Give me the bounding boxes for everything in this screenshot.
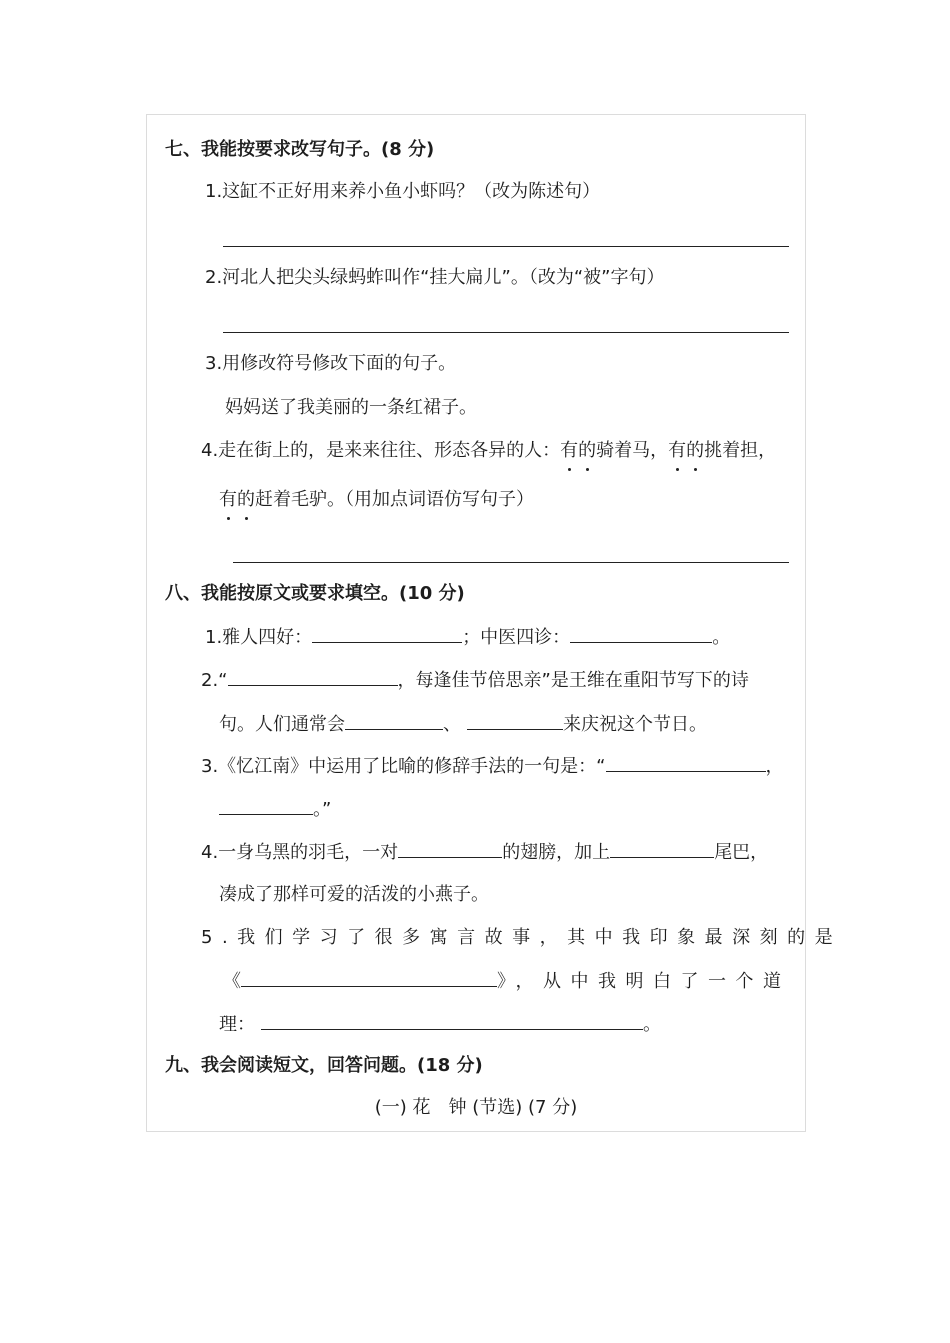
question-8-5-cont2 (219, 1011, 661, 1038)
dotted-char: 有 (219, 487, 237, 513)
answer-line-7-2[interactable] (223, 332, 789, 333)
question-8-2-cont (219, 711, 707, 738)
question-8-1-text-a: 1.雅人四好： (205, 627, 313, 648)
question-8-1 (205, 624, 730, 651)
question-8-1-text-b: ；中医四诊： (462, 627, 571, 648)
question-7-4-text-a: 4.走在街上的，是来来往往、形态各异的人： (201, 440, 561, 461)
question-7-4-cont (219, 487, 534, 513)
question-7-4-text-d: 赶着毛驴。（用加点词语仿写句子） (255, 489, 534, 510)
dotted-char: 的 (686, 438, 704, 464)
question-7-4 (201, 438, 776, 464)
question-7-1: 1.这缸不正好用来养小鱼小虾吗？（改为陈述句） (205, 181, 601, 202)
question-8-2-text-a: 2.“ (201, 670, 228, 691)
question-7-4-text-c: 挑着担， (704, 440, 777, 461)
worksheet-page (146, 114, 843, 1132)
question-8-4 (201, 839, 768, 866)
dotted-char: 有 (668, 438, 686, 464)
reading-passage-title: (一) 花 钟 (节选) (7 分) (374, 1097, 578, 1118)
question-8-2-text-d: 、 (443, 714, 461, 735)
question-8-3-text-a: 3.《忆江南》中运用了比喻的修辞手法的一句是：“ (201, 756, 606, 777)
question-8-3-text-b: ， (765, 756, 784, 777)
question-8-3-cont (219, 796, 331, 823)
section-9-heading: 九、我会阅读短文，回答问题。(18 分) (165, 1055, 483, 1076)
question-7-3: 3.用修改符号修改下面的句子。 (205, 353, 457, 374)
question-8-4-text-a: 4.一身乌黑的羽毛，一对 (201, 842, 399, 863)
fill-blank[interactable] (219, 796, 313, 815)
dotted-char: 的 (237, 487, 255, 513)
question-8-4-text-b: 的翅膀，加上 (502, 842, 611, 863)
dotted-char: 有 (560, 438, 578, 464)
question-8-5-cont (223, 968, 791, 995)
question-8-2-text-c: 句。人们通常会 (219, 714, 345, 735)
question-8-5: 5.我们学习了很多寓言故事，其中我印象最深刻的是 (201, 927, 843, 948)
question-7-2: 2.河北人把尖头绿蚂蚱叫作“挂大扁儿”。（改为“被”字句） (205, 267, 665, 288)
answer-line-7-1[interactable] (223, 246, 789, 247)
section-7-heading: 七、我能按要求改写句子。(8 分) (165, 139, 435, 160)
fill-blank[interactable] (610, 839, 714, 858)
section-8-heading: 八、我能按原文或要求填空。(10 分) (165, 583, 465, 604)
question-8-2 (201, 667, 749, 694)
dotted-char: 的 (578, 438, 596, 464)
fill-blank[interactable] (606, 753, 766, 772)
answer-line-7-4[interactable] (233, 562, 789, 563)
fill-blank[interactable] (398, 839, 502, 858)
question-8-5-text-b: 《 (223, 971, 241, 992)
question-8-4-text-c: 尾巴， (714, 842, 769, 863)
fill-blank[interactable] (312, 624, 462, 643)
fill-blank[interactable] (467, 711, 563, 730)
question-8-2-text-e: 来庆祝这个节日。 (563, 714, 707, 735)
question-8-5-text-d: 理： (219, 1014, 255, 1035)
question-8-5-text-c: 》，从中我明白了一个道 (497, 971, 791, 992)
fill-blank[interactable] (241, 968, 497, 987)
question-8-1-text-c: 。 (712, 627, 731, 648)
question-8-3-text-c: 。” (313, 799, 332, 820)
question-8-3 (201, 753, 784, 780)
question-8-4-cont: 凑成了那样可爱的活泼的小燕子。 (219, 884, 489, 905)
fill-blank[interactable] (345, 711, 443, 730)
question-8-5-text-e: 。 (643, 1014, 661, 1035)
question-7-4-text-b: 骑着马， (596, 440, 669, 461)
sentence-to-correct: 妈妈送了我美丽的一条红裙子。 (225, 397, 477, 418)
fill-blank[interactable] (228, 667, 398, 686)
question-8-2-text-b: ，每逢佳节倍思亲”是王维在重阳节写下的诗 (397, 670, 749, 691)
fill-blank[interactable] (570, 624, 712, 643)
fill-blank[interactable] (261, 1011, 643, 1030)
